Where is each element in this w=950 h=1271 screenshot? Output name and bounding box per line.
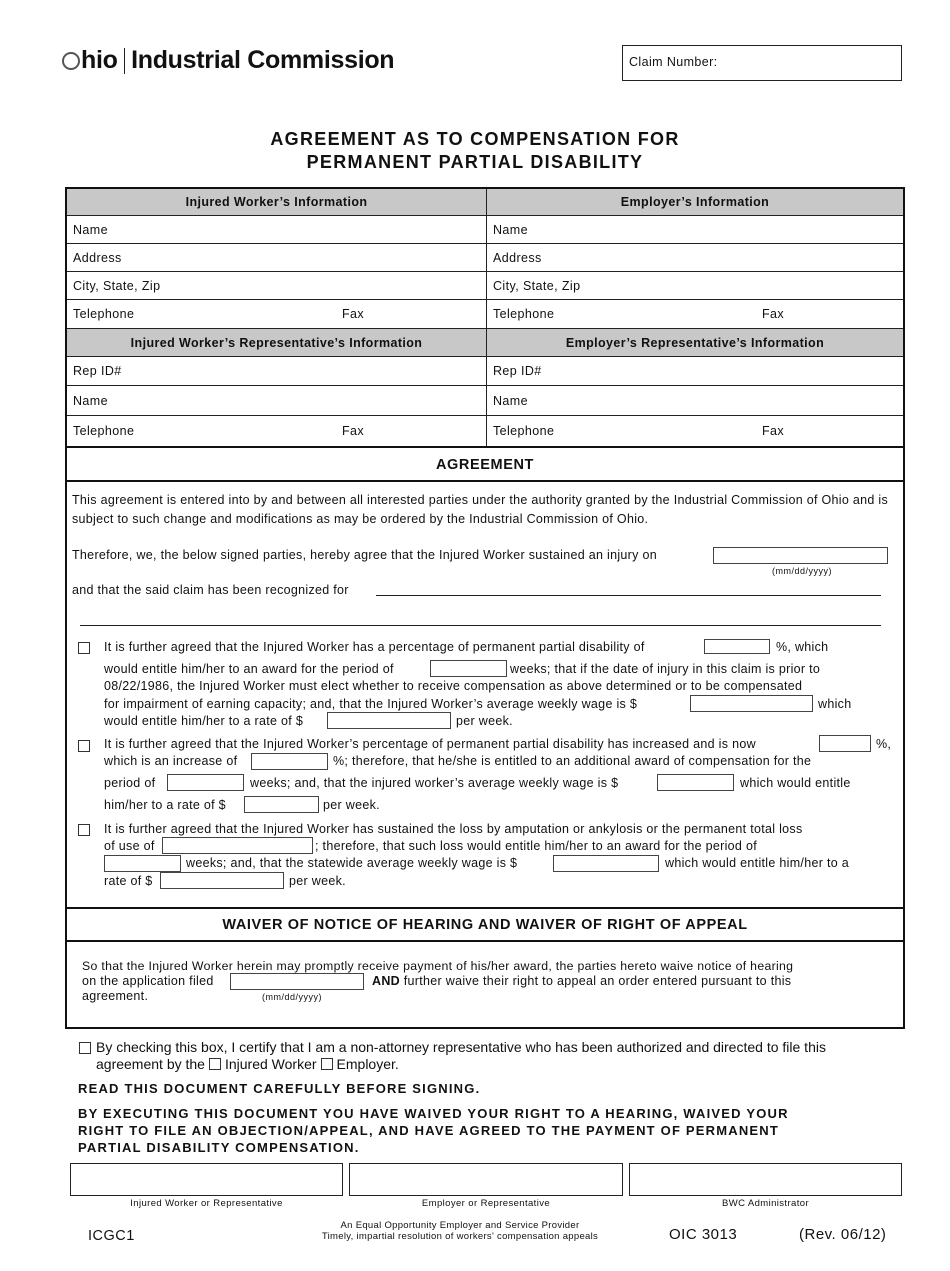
opt1-text-h: would entitle him/her to a rate of $ bbox=[104, 714, 304, 728]
worker-rep-telephone-label: Telephone bbox=[73, 424, 135, 438]
opt3-text-a: It is further agreed that the Injured Worker has sustained the loss by amputation or ankylosis or the permanent total loss bbox=[104, 822, 803, 836]
employer-rep-name-field[interactable] bbox=[487, 386, 903, 415]
opt3-text-b: of use of bbox=[104, 839, 155, 853]
worker-signature-box[interactable] bbox=[70, 1163, 343, 1196]
certify-line-b bbox=[96, 1056, 399, 1072]
employer-rep-fax-label: Fax bbox=[762, 424, 785, 438]
warning-line-1: BY EXECUTING THIS DOCUMENT YOU HAVE WAIVED YOUR RIGHT TO A HEARING, WAIVED YOUR bbox=[78, 1106, 789, 1121]
injury-date-input[interactable] bbox=[713, 547, 888, 564]
waiver-text-a: So that the Injured Worker herein may promptly receive payment of his/her award, the parties hereto waive notice of hearing bbox=[82, 959, 794, 973]
title-line-2: PERMANENT PARTIAL DISABILITY bbox=[306, 152, 644, 172]
claim-number-label: Claim Number: bbox=[629, 55, 718, 69]
rep-header-row bbox=[67, 329, 903, 357]
certify-text-b: agreement by the bbox=[96, 1056, 205, 1072]
opt1-rate-input[interactable] bbox=[327, 712, 451, 729]
warning-line-2: RIGHT TO FILE AN OBJECTION/APPEAL, AND HAVE AGREED TO THE PAYMENT OF PERMANENT bbox=[78, 1123, 780, 1138]
employer-address-field[interactable] bbox=[487, 244, 903, 271]
opt3-text-e: which would entitle him/her to a bbox=[665, 856, 849, 870]
footer-eeo-line-1: An Equal Opportunity Employer and Service Provider bbox=[340, 1220, 580, 1231]
worker-rep-info-header: Injured Worker’s Representative’s Information bbox=[67, 329, 487, 356]
employer-address-label: Address bbox=[493, 250, 542, 265]
employer-telephone-field[interactable] bbox=[487, 300, 903, 328]
opt2-weeks-input[interactable] bbox=[167, 774, 244, 791]
therefore-text: Therefore, we, the below signed parties, hereby agree that the Injured Worker sustained an injury on bbox=[72, 548, 657, 562]
title-line-1: AGREEMENT AS TO COMPENSATION FOR bbox=[270, 129, 680, 149]
agreement-intro: This agreement is entered into by and between all interested parties under the authority granted by the Industrial Commission of Ohio and is subject to such change and modifications as may be ordered by the Industrial Commission of Ohio. bbox=[72, 493, 889, 526]
read-carefully-notice: READ THIS DOCUMENT CAREFULLY BEFORE SIGNING. bbox=[78, 1081, 481, 1096]
worker-rep-fax-label: Fax bbox=[342, 424, 365, 438]
opt2-percent-input[interactable] bbox=[819, 735, 871, 752]
worker-rep-id-field[interactable] bbox=[67, 357, 487, 385]
waiver-application-date-input[interactable] bbox=[230, 973, 364, 990]
opt3-text-g: per week. bbox=[289, 874, 346, 888]
certify-worker-label: Injured Worker bbox=[224, 1056, 317, 1072]
opt3-text-d: weeks; and, that the statewide average weekly wage is $ bbox=[186, 856, 518, 870]
worker-rep-name-label: Name bbox=[73, 393, 108, 408]
employer-info-header: Employer’s Information bbox=[620, 195, 770, 209]
opt3-use-of-input[interactable] bbox=[162, 837, 313, 854]
opt2-text-b: %, bbox=[876, 737, 892, 751]
worker-city-field[interactable] bbox=[67, 272, 487, 299]
waiver-text-d: further waive their right to appeal an order entered pursuant to this bbox=[403, 974, 792, 988]
opt3-rate-input[interactable] bbox=[160, 872, 284, 889]
opt1-text-c: would entitle him/her to an award for the period of bbox=[104, 662, 394, 676]
waiver-date-hint: (mm/dd/yyyy) bbox=[262, 992, 322, 1002]
opt2-text-c: which is an increase of bbox=[104, 754, 238, 768]
info-header-row bbox=[67, 189, 903, 216]
ohio-ic-logo bbox=[62, 46, 394, 75]
employer-telephone-label: Telephone bbox=[493, 307, 555, 321]
worker-rep-id-label: Rep ID# bbox=[73, 364, 122, 378]
option2-checkbox[interactable] bbox=[78, 740, 90, 752]
certify-employer-checkbox[interactable] bbox=[321, 1058, 333, 1070]
employer-signature-box[interactable] bbox=[349, 1163, 623, 1196]
opt2-text-g: which would entitle bbox=[740, 776, 851, 790]
worker-rep-name-field[interactable] bbox=[67, 386, 487, 415]
opt1-text-b: %, which bbox=[776, 640, 829, 654]
opt3-statewide-wage-input[interactable] bbox=[553, 855, 659, 872]
name-row bbox=[67, 216, 903, 244]
opt1-text-a: It is further agreed that the Injured Worker has a percentage of permanent partial disability of bbox=[104, 640, 645, 654]
recognized-input-line-2[interactable] bbox=[80, 625, 881, 626]
logo-divider bbox=[124, 48, 126, 74]
form-frame bbox=[65, 187, 905, 1029]
waiver-text-b: on the application filed bbox=[82, 974, 214, 988]
recognized-input-line[interactable] bbox=[376, 595, 881, 596]
worker-fax-label: Fax bbox=[342, 307, 365, 321]
warning-line-3: PARTIAL DISABILITY COMPENSATION. bbox=[78, 1140, 360, 1155]
certify-worker-checkbox[interactable] bbox=[209, 1058, 221, 1070]
opt1-percent-input[interactable] bbox=[704, 639, 770, 654]
form-title bbox=[0, 128, 950, 174]
opt1-text-d: weeks; that if the date of injury in this claim is prior to bbox=[510, 662, 821, 676]
logo-commission-text: Industrial Commission bbox=[131, 46, 395, 74]
opt1-weekly-wage-input[interactable] bbox=[690, 695, 813, 712]
agreement-heading: AGREEMENT bbox=[67, 448, 903, 482]
employer-name-field[interactable] bbox=[487, 216, 903, 243]
ohio-o-icon bbox=[62, 52, 80, 70]
waiver-and-text: AND bbox=[372, 974, 400, 988]
opt3-text-f: rate of $ bbox=[104, 874, 153, 888]
certify-text-a: By checking this box, I certify that I am a non-attorney representative who has been authorized and directed to file this bbox=[96, 1039, 826, 1055]
worker-rep-telephone-field[interactable] bbox=[67, 416, 487, 446]
waiver-warning bbox=[78, 1105, 789, 1156]
worker-telephone-label: Telephone bbox=[73, 307, 135, 321]
bwc-signature-box[interactable] bbox=[629, 1163, 902, 1196]
footer-form-code: ICGC1 bbox=[88, 1228, 135, 1244]
opt2-text-f: weeks; and, that the injured worker’s average weekly wage is $ bbox=[250, 776, 619, 790]
opt2-text-a: It is further agreed that the Injured Worker’s percentage of permanent partial disability has increased and is now bbox=[104, 737, 756, 751]
opt3-weeks-input[interactable] bbox=[104, 855, 181, 872]
opt2-text-e: period of bbox=[104, 776, 156, 790]
worker-signature-label: Injured Worker or Representative bbox=[130, 1198, 283, 1209]
address-row bbox=[67, 244, 903, 272]
claim-number-field[interactable] bbox=[622, 45, 902, 81]
employer-name-label: Name bbox=[493, 222, 528, 237]
opt2-text-i: per week. bbox=[323, 798, 380, 812]
employer-rep-telephone-label: Telephone bbox=[493, 424, 555, 438]
opt1-weeks-input[interactable] bbox=[430, 660, 507, 677]
opt1-text-i: per week. bbox=[456, 714, 513, 728]
employer-rep-id-label: Rep ID# bbox=[493, 364, 542, 378]
bwc-signature-label: BWC Administrator bbox=[721, 1198, 810, 1209]
rep-name-row bbox=[67, 386, 903, 416]
footer-form-number: OIC 3013 bbox=[669, 1226, 738, 1243]
employer-city-field[interactable] bbox=[487, 272, 903, 299]
footer-eeo bbox=[300, 1220, 620, 1242]
opt2-weekly-wage-input[interactable] bbox=[657, 774, 734, 791]
worker-name-field[interactable] bbox=[67, 216, 487, 243]
footer-revision: (Rev. 06/12) bbox=[799, 1226, 887, 1243]
opt1-text-g: which bbox=[818, 697, 852, 711]
employer-rep-name-label: Name bbox=[493, 393, 528, 408]
worker-name-label: Name bbox=[73, 222, 108, 237]
employer-rep-id-field[interactable] bbox=[487, 357, 903, 385]
employer-signature-label: Employer or Representative bbox=[421, 1198, 551, 1209]
waiver-heading: WAIVER OF NOTICE OF HEARING AND WAIVER OF RIGHT OF APPEAL bbox=[222, 917, 748, 933]
recognized-text: and that the said claim has been recognized for bbox=[72, 583, 349, 597]
worker-address-label: Address bbox=[73, 250, 122, 265]
employer-city-label: City, State, Zip bbox=[493, 278, 581, 293]
rep-id-row bbox=[67, 357, 903, 386]
option3-checkbox[interactable] bbox=[78, 824, 90, 836]
worker-city-label: City, State, Zip bbox=[73, 278, 161, 293]
city-row bbox=[67, 272, 903, 300]
opt2-increase-input[interactable] bbox=[251, 753, 328, 770]
footer-eeo-line-2: Timely, impartial resolution of workers' compensation appeals bbox=[321, 1231, 599, 1242]
waiver-text-e: agreement. bbox=[82, 989, 149, 1003]
opt2-text-h: him/her to a rate of $ bbox=[104, 798, 226, 812]
employer-rep-info-header: Employer’s Representative’s Information bbox=[565, 335, 825, 350]
opt3-text-c: ; therefore, that such loss would entitle him/her to an award for the period of bbox=[315, 839, 757, 853]
opt1-text-f: for impairment of earning capacity; and, that the Injured Worker’s average weekly wage is $ bbox=[104, 697, 638, 711]
employer-rep-telephone-field[interactable] bbox=[487, 416, 903, 446]
injury-date-line bbox=[72, 546, 657, 565]
certify-checkbox[interactable] bbox=[79, 1042, 91, 1054]
waiver-bottom-rule bbox=[67, 940, 903, 942]
employer-fax-label: Fax bbox=[762, 307, 785, 321]
worker-telephone-field[interactable] bbox=[67, 300, 487, 328]
logo-ohio-text: hio bbox=[81, 46, 118, 74]
telephone-row bbox=[67, 300, 903, 329]
certify-employer-label: Employer. bbox=[336, 1056, 399, 1072]
injury-date-hint: (mm/dd/yyyy) bbox=[772, 566, 832, 576]
opt1-text-e: 08/22/1986, the Injured Worker must elect whether to receive compensation as above determined or to be compensated bbox=[104, 679, 803, 693]
opt2-text-d: %; therefore, that he/she is entitled to an additional award of compensation for the bbox=[333, 754, 812, 768]
option1-checkbox[interactable] bbox=[78, 642, 90, 654]
worker-info-header: Injured Worker’s Information bbox=[67, 189, 487, 215]
opt2-rate-input[interactable] bbox=[244, 796, 319, 813]
worker-address-field[interactable] bbox=[67, 244, 487, 271]
rep-telephone-row bbox=[67, 416, 903, 448]
